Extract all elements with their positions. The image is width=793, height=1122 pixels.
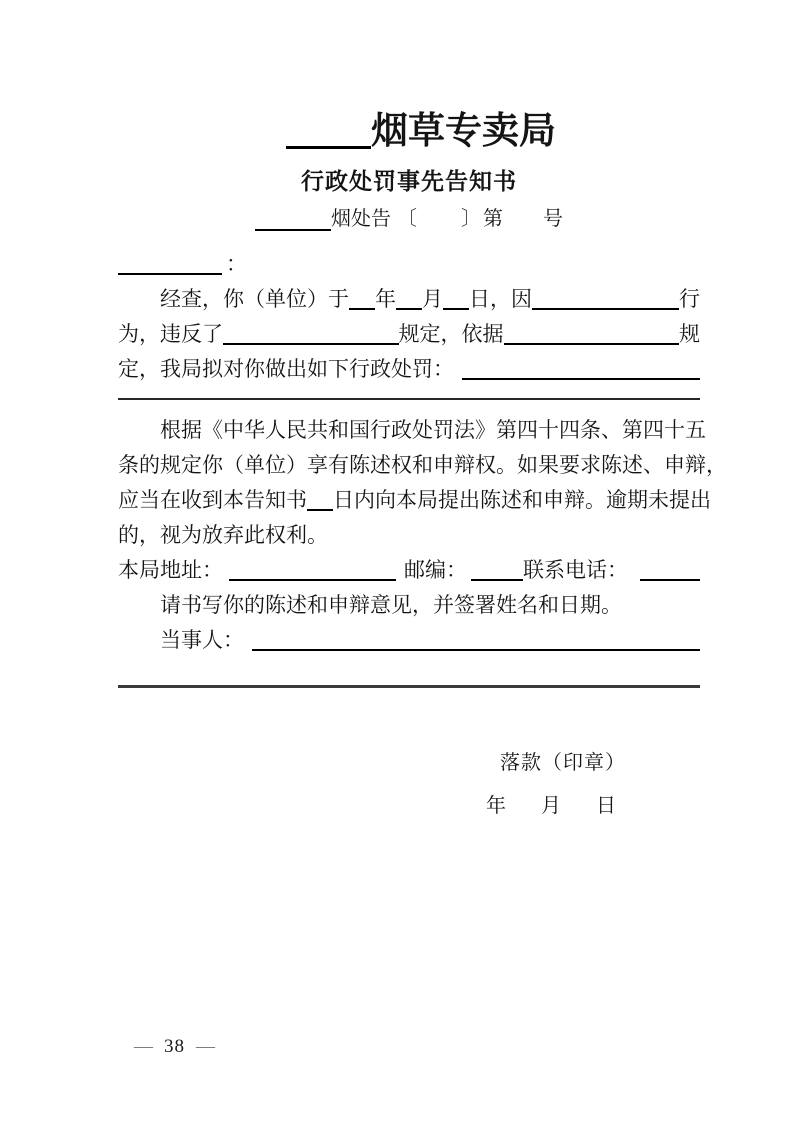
spacer xyxy=(628,580,640,581)
text-run: 的，视为放弃此权利。 xyxy=(118,522,328,547)
text-run: 月 xyxy=(541,795,561,817)
text-run: 号 xyxy=(543,208,563,230)
blank-fill-line xyxy=(532,305,679,310)
page-footer xyxy=(134,1036,215,1058)
spacer xyxy=(454,379,462,380)
para1-line1 xyxy=(118,279,700,314)
spacer xyxy=(396,580,404,581)
blank-fill-line xyxy=(471,576,523,581)
spacer xyxy=(506,817,541,818)
doc-subtitle: 行政处罚事先告知书 xyxy=(301,168,517,194)
blank-fill-line xyxy=(229,576,396,581)
text-run: 烟草专卖局 xyxy=(371,111,556,152)
document-body xyxy=(118,244,727,688)
spacer xyxy=(561,817,596,818)
salutation-line xyxy=(118,244,700,279)
text-run: 定，我局拟对你做出如下行政处罚： xyxy=(118,356,454,381)
text-run: 〕 xyxy=(461,208,481,230)
seal-signature-label: 落款（印章） xyxy=(500,752,626,774)
text-run: 第 xyxy=(483,208,503,230)
text-run: 请书写你的陈述和申辩意见，并签署姓名和日期。 xyxy=(160,592,622,617)
blank-fill-line xyxy=(255,226,331,231)
spacer xyxy=(244,650,252,651)
text-run: 应当在收到本告知书 xyxy=(118,487,307,512)
blank-fill-line xyxy=(286,144,371,149)
blank-fill-line xyxy=(640,576,700,581)
text-run: 日内向本局提出陈述和申辩。逾期未提出 xyxy=(333,487,711,512)
text-run: 烟处告 xyxy=(331,208,391,230)
text-run: 为，违反了 xyxy=(118,321,223,346)
blank-fill-line xyxy=(223,340,399,345)
text-run: 邮编： xyxy=(404,557,467,582)
statement-note-line xyxy=(118,585,700,620)
text-run: 行 xyxy=(679,286,700,311)
text-run: ： xyxy=(226,251,247,276)
blank-fill-line xyxy=(307,506,333,511)
divider-rule-top xyxy=(118,398,700,400)
doc-title xyxy=(130,100,712,154)
party-signature-line xyxy=(118,620,700,655)
footer-dash-right: — xyxy=(196,1036,215,1057)
text-run: 联系电话： xyxy=(523,557,628,582)
text-run: 年 xyxy=(375,286,396,311)
text-run: 规 xyxy=(679,321,700,346)
doc-number-line xyxy=(118,203,700,233)
para1-line3 xyxy=(118,349,700,384)
text-run: 本局地址： xyxy=(118,557,223,582)
spacer xyxy=(417,230,461,231)
text-run: 经查，你（单位）于 xyxy=(160,286,349,311)
blank-fill-line xyxy=(349,305,375,310)
text-run: 条的规定你（单位）享有陈述权和申辩权。如果要求陈述、申辩， xyxy=(118,452,727,477)
divider-rule-bottom xyxy=(118,685,700,688)
text-run: 当事人： xyxy=(160,627,244,652)
para2-line1 xyxy=(118,410,706,445)
text-run: 〔 xyxy=(397,208,417,230)
blank-fill-line xyxy=(118,270,222,275)
blank-fill-line xyxy=(504,340,680,345)
para2-line4 xyxy=(118,515,700,550)
footer-dash-left: — xyxy=(134,1036,153,1057)
bureau-address-line xyxy=(118,550,700,585)
text-run: 规定，依据 xyxy=(398,321,504,346)
text-run: 根据《中华人民共和国行政处罚法》第四十四条、第四十五 xyxy=(160,417,706,442)
blank-fill-line xyxy=(396,305,422,310)
para1-line2 xyxy=(118,314,700,349)
para2-line2 xyxy=(118,445,727,480)
blank-fill-line xyxy=(252,646,700,651)
footer-page-number: 38 xyxy=(164,1036,185,1057)
text-run: 日 xyxy=(596,795,616,817)
blank-fill-line xyxy=(462,375,700,380)
blank-fill-line xyxy=(443,305,469,310)
date-line xyxy=(118,789,700,818)
text-run: 日，因 xyxy=(469,286,532,311)
text-run: 年 xyxy=(486,795,506,817)
para2-line3 xyxy=(118,480,711,515)
text-run: 月 xyxy=(422,286,443,311)
spacer xyxy=(503,230,543,231)
